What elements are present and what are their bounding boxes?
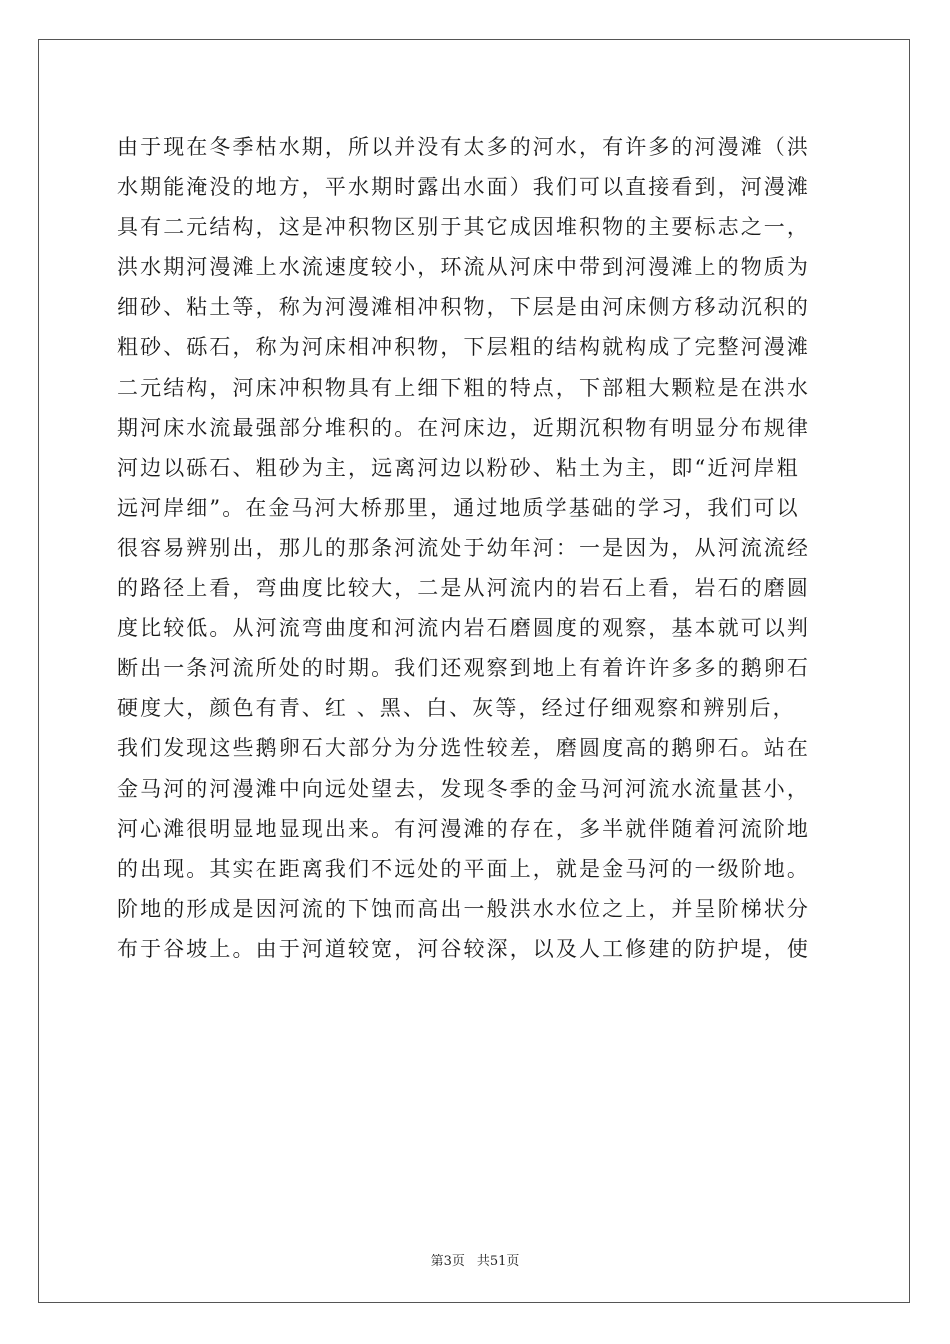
text-line: 具有二元结构，这是冲积物区别于其它成因堆积物的主要标志之一， bbox=[117, 215, 810, 240]
text-line: 细砂、粘土等，称为河漫滩相冲积物，下层是由河床侧方移动沉积的 bbox=[117, 295, 810, 320]
text-line: 度比较低。从河流弯曲度和河流内岩石磨圆度的观察，基本就可以判 bbox=[117, 616, 810, 641]
text-line: 断出一条河流所处的时期。我们还观察到地上有着许许多多的鹅卵石 bbox=[117, 656, 810, 681]
text-line: 由于现在冬季枯水期，所以并没有太多的河水，有许多的河漫滩（洪 bbox=[117, 135, 810, 159]
page-footer bbox=[0, 1250, 950, 1269]
text-line: 粗砂、砾石，称为河床相冲积物，下层粗的结构就构成了完整河漫滩 bbox=[117, 335, 810, 360]
text-line: 河心滩很明显地显现出来。有河漫滩的存在，多半就伴随着河流阶地 bbox=[117, 816, 810, 841]
text-line: 远河岸细”。在金马河大桥那里，通过地质学基础的学习，我们可以 bbox=[117, 495, 800, 520]
text-line: 水期能淹没的地方，平水期时露出水面）我们可以直接看到，河漫滩 bbox=[117, 175, 810, 200]
text-line: 河边以砾石、粗砂为主，远离河边以粉砂、粘土为主，即“近河岸粗 bbox=[117, 455, 800, 480]
page-number: 第3页 bbox=[430, 1254, 465, 1269]
text-line: 阶地的形成是因河流的下蚀而高出一般洪水水位之上，并呈阶梯状分 bbox=[117, 896, 810, 921]
page-total: 共51页 bbox=[476, 1254, 520, 1269]
text-line: 的出现。其实在距离我们不远处的平面上，就是金马河的一级阶地。 bbox=[117, 856, 810, 881]
body-text bbox=[117, 127, 833, 969]
text-line: 我们发现这些鹅卵石大部分为分选性较差，磨圆度高的鹅卵石。站在 bbox=[117, 736, 810, 761]
text-line: 很容易辨别出，那儿的那条河流处于幼年河：一是因为，从河流流经 bbox=[117, 535, 810, 560]
text-line: 期河床水流最强部分堆积的。在河床边，近期沉积物有明显分布规律 bbox=[117, 415, 810, 440]
text-line: 布于谷坡上。由于河道较宽，河谷较深，以及人工修建的防护堤，使 bbox=[117, 936, 810, 961]
text-line: 二元结构，河床冲积物具有上细下粗的特点，下部粗大颗粒是在洪水 bbox=[117, 375, 810, 400]
text-line: 硬度大，颜色有青、红 、黑、白、灰等，经过仔细观察和辨别后， bbox=[117, 696, 796, 721]
text-line: 洪水期河漫滩上水流速度较小，环流从河床中带到河漫滩上的物质为 bbox=[117, 255, 810, 280]
text-line: 金马河的河漫滩中向远处望去，发现冬季的金马河河流水流量甚小， bbox=[117, 776, 810, 801]
text-line: 的路径上看，弯曲度比较大，二是从河流内的岩石上看，岩石的磨圆 bbox=[117, 576, 810, 601]
